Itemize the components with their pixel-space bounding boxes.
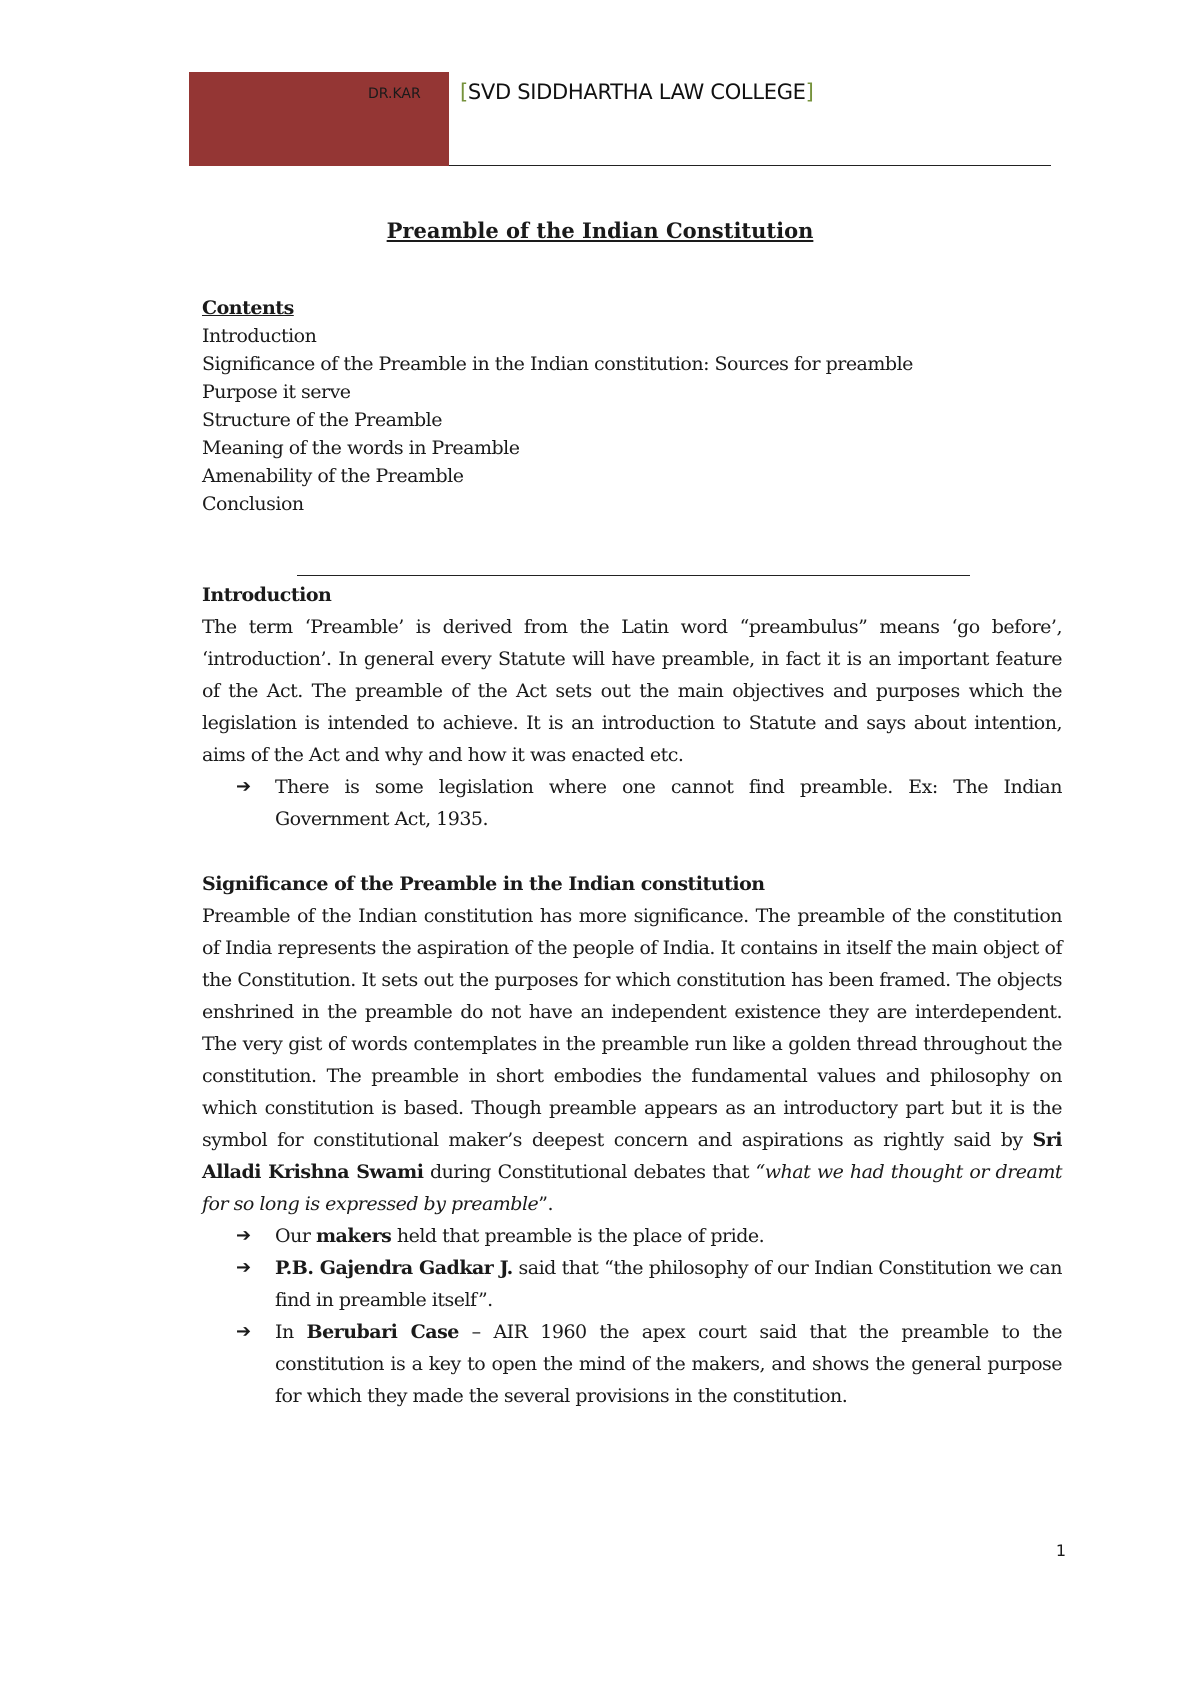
introduction-bullet [202,771,1062,835]
section-divider [297,575,970,576]
header-author: DR.KAR [368,86,421,102]
contents-item: Meaning of the words in Preamble [202,437,520,459]
bullet-text: – AIR 1960 the apex court said that the preamble to the constitution is a key to open the mind of the makers, and shows the general purpose for which they made the several provisions in the constitution. [275,1321,1062,1407]
significance-bullet-3 [202,1316,1062,1412]
significance-quote-end: ”. [538,1193,554,1215]
introduction-heading: Introduction [202,584,332,606]
header-divider [449,165,1051,166]
arrow-bullet-icon: ➔ [236,1257,251,1278]
contents-heading: Contents [202,297,294,319]
bullet-bold-text: Berubari Case [306,1321,459,1343]
introduction-bullet-text: There is some legislation where one cannot find preamble. Ex: The Indian Government Act, 1935. [275,776,1062,830]
bullet-bold-text: makers [315,1225,392,1247]
contents-list [202,294,1062,518]
significance-quote: “what we had thought or dreamt for so long is expressed by preamble [202,1161,1062,1215]
arrow-bullet-icon: ➔ [236,1321,251,1342]
significance-bullet-1 [202,1220,1062,1252]
arrow-bullet-icon: ➔ [236,776,251,797]
bullet-text: said that “the philosophy of our Indian Constitution we can find in preamble itself”. [275,1257,1062,1311]
significance-text-mid: during Constitutional debates that [423,1161,756,1183]
significance-bullet-2 [202,1252,1062,1316]
bullet-text: In [275,1321,307,1343]
contents-item: Conclusion [202,493,304,515]
introduction-section [202,579,1062,835]
header-college-name: SVD SIDDHARTHA LAW COLLEGE [467,80,806,104]
bullet-bold-text: P.B. Gajendra Gadkar J. [275,1257,513,1279]
page-number: 1 [1055,1541,1066,1560]
document-title: Preamble of the Indian Constitution [386,218,814,243]
bullet-text: held that preamble is the place of pride. [391,1225,765,1247]
significance-person: Sri Alladi Krishna Swami [202,1129,1062,1183]
contents-item: Structure of the Preamble [202,409,442,431]
significance-section [202,868,1062,1412]
contents-item: Amenability of the Preamble [202,465,464,487]
introduction-paragraph: The term ‘Preamble’ is derived from the Latin word “preambulus” means ‘go before’, ‘introduction’. In general every Statute will have preamble, in fact it is an important feature of the Act. The preamble of the Act sets out the main objectives and purposes which the legislation is intended to achieve. It is an introduction to Statute and says about intention, aims of the Act and why and how it was enacted etc. [202,616,1062,766]
header-bracket-close: ] [805,80,814,104]
significance-heading: Significance of the Preamble in the Indian constitution [202,873,765,895]
header-college-title [460,80,814,104]
header-bracket-open: [ [460,80,468,104]
bullet-text: Our [275,1225,316,1247]
contents-item: Purpose it serve [202,381,351,403]
significance-paragraph [202,900,1062,1220]
contents-item: Introduction [202,325,317,347]
contents-item: Significance of the Preamble in the Indian constitution: Sources for preamble [202,353,913,375]
arrow-bullet-icon: ➔ [236,1225,251,1246]
significance-text-start: Preamble of the Indian constitution has more significance. The preamble of the constitution of India represents the aspiration of the people of India. It contains in itself the main object of the Constitution. It sets out the purposes for which constitution has been framed. The objects enshrined in the preamble do not have an independent existence they are interdependent. The very gist of words contemplates in the preamble run like a golden thread throughout the constitution. The preamble in short embodies the fundamental values and philosophy on which constitution is based. Though preamble appears as an introductory part but it is the symbol for constitutional maker’s deepest concern and aspirations as rightly said by [202,905,1062,1151]
